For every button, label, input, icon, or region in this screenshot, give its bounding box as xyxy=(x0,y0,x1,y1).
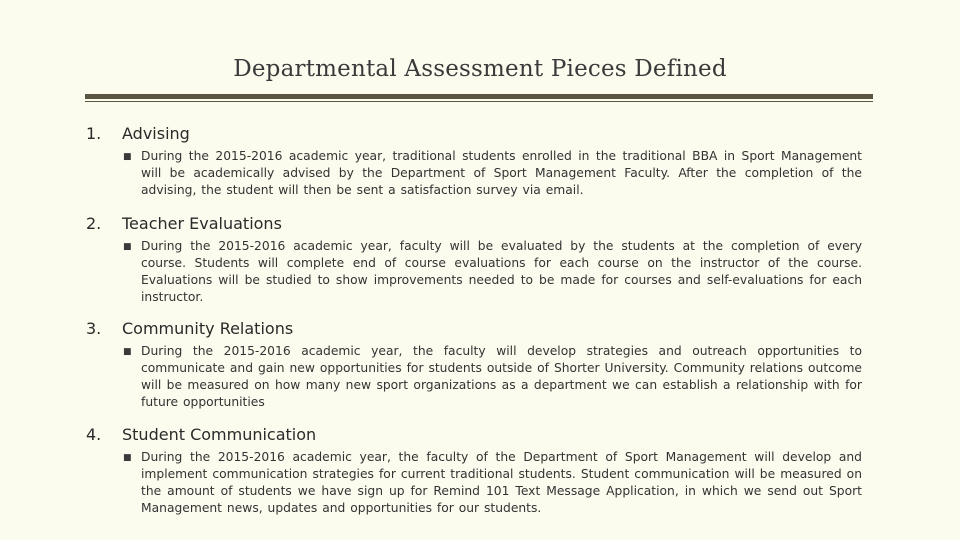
section-heading: Teacher Evaluations xyxy=(122,214,282,233)
section-heading: Community Relations xyxy=(122,319,294,338)
section-text: During the 2015-2016 academic year, the faculty of the Department of Sport Management will develop and implement communication strategies for current traditional students. Student communication will be measured on the amount of students we have sign up for Remind 101 Text Message Application, in which we send out Sport Management news, updates and opportunities for our students. xyxy=(141,450,862,515)
section-text: During the 2015-2016 academic year, the faculty will develop strategies and outreach opportunities to communicate and gain new opportunities for students outside of Shorter University. Community relations outcome will be measured on how many new sport organizations as a department we can establish a relationship with for future opportunities xyxy=(141,344,862,409)
square-bullet-icon: ■ xyxy=(123,453,132,463)
section-number: 1. xyxy=(86,124,102,143)
section-number: 3. xyxy=(86,319,102,338)
square-bullet-icon: ■ xyxy=(123,242,132,252)
square-bullet-icon: ■ xyxy=(123,152,132,162)
section-heading: Student Communication xyxy=(122,425,317,444)
section-text: During the 2015-2016 academic year, traditional students enrolled in the traditional BBA in Sport Management will be academically advised by the Department of Sport Management Faculty. After the completion of the advising, the student will then be sent a satisfaction survey via email. xyxy=(141,149,862,197)
section-text: During the 2015-2016 academic year, faculty will be evaluated by the students at the completion of every course. Students will complete end of course evaluations for each course on the instructor of the course. Evaluations will be studied to show improvements needed to be made for courses and self-evaluations for each instructor. xyxy=(141,239,862,304)
section-number: 2. xyxy=(86,214,102,233)
title-rule-thin xyxy=(85,101,873,102)
section-number: 4. xyxy=(86,425,102,444)
title-rule-thick xyxy=(85,94,873,99)
page-title: Departmental Assessment Pieces Defined xyxy=(233,56,727,82)
square-bullet-icon: ■ xyxy=(123,347,132,357)
section-heading: Advising xyxy=(122,124,190,143)
